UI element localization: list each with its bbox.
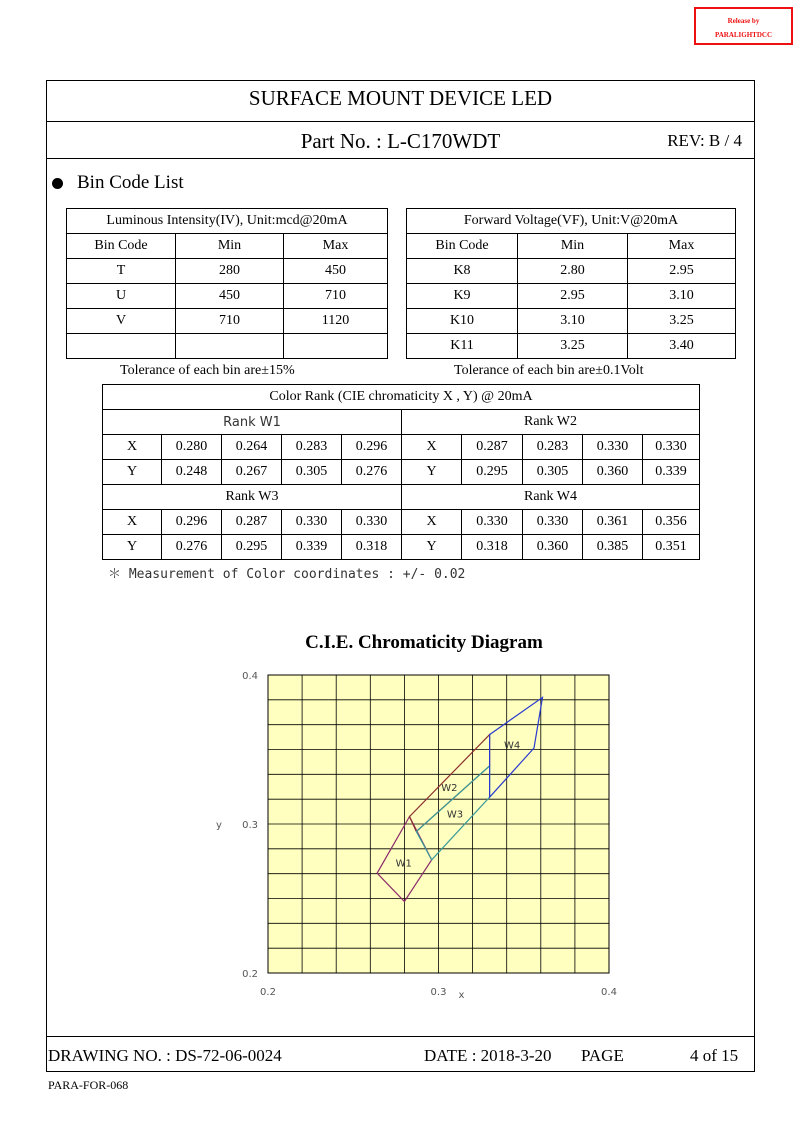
vf-cell: 3.25 bbox=[518, 334, 628, 359]
table-row bbox=[103, 535, 700, 560]
coord-cell: 0.339 bbox=[643, 460, 700, 485]
vf-cell: 3.25 bbox=[628, 309, 736, 334]
vf-cell: K8 bbox=[407, 259, 518, 284]
coord-cell: 0.330 bbox=[583, 435, 643, 460]
vf-cell: 3.40 bbox=[628, 334, 736, 359]
color-caption: Color Rank (CIE chromaticity X , Y) @ 20mA bbox=[103, 385, 700, 410]
coord-cell: 0.330 bbox=[643, 435, 700, 460]
page-label: PAGE bbox=[581, 1046, 624, 1065]
iv-header: Bin Code bbox=[67, 234, 176, 259]
iv-cell: 1120 bbox=[284, 309, 388, 334]
table-row bbox=[407, 259, 736, 284]
document-title: SURFACE MOUNT DEVICE LED bbox=[248, 86, 553, 110]
coord-cell: 0.264 bbox=[222, 435, 282, 460]
coord-cell: 0.276 bbox=[162, 535, 222, 560]
coord-cell: 0.305 bbox=[282, 460, 342, 485]
coord-cell: 0.339 bbox=[282, 535, 342, 560]
coord-label: X bbox=[103, 435, 162, 460]
iv-cell: T bbox=[67, 259, 176, 284]
iv-caption: Luminous Intensity(IV), Unit:mcd@20mA bbox=[67, 209, 388, 234]
vf-cell: 3.10 bbox=[628, 284, 736, 309]
vf-cell: K11 bbox=[407, 334, 518, 359]
series-w4-label: W4 bbox=[503, 740, 521, 752]
y-tick-label: 0.4 bbox=[242, 671, 258, 682]
stamp-line1: Release by bbox=[727, 17, 760, 25]
y-axis-label: y bbox=[216, 820, 222, 831]
table-row bbox=[407, 284, 736, 309]
vf-caption: Forward Voltage(VF), Unit:V@20mA bbox=[407, 209, 736, 234]
coord-cell: 0.295 bbox=[222, 535, 282, 560]
coord-label: X bbox=[103, 510, 162, 535]
section-title bbox=[52, 172, 184, 194]
iv-header: Min bbox=[176, 234, 284, 259]
rank-name: Rank W4 bbox=[402, 485, 700, 510]
date: DATE : 2018-3-20 bbox=[424, 1046, 552, 1065]
revision: REV: B / 4 bbox=[667, 131, 742, 150]
x-tick-label: 0.3 bbox=[430, 987, 447, 998]
color-rank-table bbox=[102, 384, 700, 560]
page-number: 4 of 15 bbox=[690, 1046, 739, 1065]
iv-cell: U bbox=[67, 284, 176, 309]
coord-cell: 0.248 bbox=[162, 460, 222, 485]
series-w1-label: W1 bbox=[395, 858, 412, 870]
coord-label: Y bbox=[103, 460, 162, 485]
coord-cell: 0.276 bbox=[342, 460, 402, 485]
header-divider-2 bbox=[47, 158, 754, 159]
vf-cell: K9 bbox=[407, 284, 518, 309]
iv-tolerance: Tolerance of each bin are±15% bbox=[120, 363, 295, 378]
vf-table bbox=[406, 208, 736, 359]
section-title-text: Bin Code List bbox=[77, 172, 184, 193]
table-row bbox=[103, 435, 700, 460]
iv-cell bbox=[176, 334, 284, 359]
form-number: PARA-FOR-068 bbox=[48, 1078, 129, 1092]
coord-cell: 0.287 bbox=[462, 435, 523, 460]
y-tick-label: 0.2 bbox=[242, 969, 258, 980]
coord-cell: 0.385 bbox=[583, 535, 643, 560]
coord-cell: 0.287 bbox=[222, 510, 282, 535]
table-row bbox=[67, 284, 388, 309]
cie-chart bbox=[200, 665, 640, 1010]
y-tick-label: 0.3 bbox=[242, 820, 258, 831]
table-row bbox=[67, 259, 388, 284]
coord-cell: 0.296 bbox=[162, 510, 222, 535]
coord-cell: 0.330 bbox=[523, 510, 583, 535]
coord-cell: 0.283 bbox=[523, 435, 583, 460]
chart-title: C.I.E. Chromaticity Diagram bbox=[305, 632, 543, 653]
measurement-note: ＊ Measurement of Color coordinates : +/- 0.02 bbox=[108, 567, 466, 582]
coord-cell: 0.280 bbox=[162, 435, 222, 460]
table-row bbox=[407, 309, 736, 334]
series-w3-label: W3 bbox=[446, 809, 464, 821]
release-stamp bbox=[694, 7, 793, 45]
coord-cell: 0.295 bbox=[462, 460, 523, 485]
coord-cell: 0.318 bbox=[342, 535, 402, 560]
table-row bbox=[407, 334, 736, 359]
coord-label: Y bbox=[103, 535, 162, 560]
iv-cell: 280 bbox=[176, 259, 284, 284]
vf-header: Max bbox=[628, 234, 736, 259]
coord-cell: 0.318 bbox=[462, 535, 523, 560]
rank-name: Rank W3 bbox=[103, 485, 402, 510]
iv-cell: 450 bbox=[176, 284, 284, 309]
coord-label: X bbox=[402, 435, 462, 460]
table-row bbox=[103, 510, 700, 535]
x-axis-label: x bbox=[458, 990, 465, 1001]
iv-cell: 450 bbox=[284, 259, 388, 284]
vf-cell: 3.10 bbox=[518, 309, 628, 334]
coord-cell: 0.330 bbox=[282, 510, 342, 535]
coord-cell: 0.360 bbox=[523, 535, 583, 560]
x-tick-label: 0.4 bbox=[601, 987, 617, 998]
vf-cell: K10 bbox=[407, 309, 518, 334]
rank-name: Rank W2 bbox=[402, 410, 700, 435]
table-row bbox=[103, 460, 700, 485]
coord-cell: 0.361 bbox=[583, 510, 643, 535]
table-row bbox=[67, 334, 388, 359]
coord-cell: 0.283 bbox=[282, 435, 342, 460]
coord-cell: 0.360 bbox=[583, 460, 643, 485]
coord-cell: 0.305 bbox=[523, 460, 583, 485]
coord-cell: 0.351 bbox=[643, 535, 700, 560]
iv-cell: 710 bbox=[176, 309, 284, 334]
iv-cell bbox=[67, 334, 176, 359]
x-tick-label: 0.2 bbox=[260, 987, 276, 998]
vf-header: Bin Code bbox=[407, 234, 518, 259]
iv-cell: 710 bbox=[284, 284, 388, 309]
coord-label: X bbox=[402, 510, 462, 535]
vf-cell: 2.80 bbox=[518, 259, 628, 284]
coord-label: Y bbox=[402, 460, 462, 485]
coord-cell: 0.330 bbox=[342, 510, 402, 535]
coord-cell: 0.267 bbox=[222, 460, 282, 485]
iv-header: Max bbox=[284, 234, 388, 259]
coord-cell: 0.296 bbox=[342, 435, 402, 460]
table-row bbox=[67, 309, 388, 334]
series-w2-label: W2 bbox=[441, 783, 458, 795]
coord-label: Y bbox=[402, 535, 462, 560]
rank-name: Rank W1 bbox=[103, 410, 402, 435]
coord-cell: 0.330 bbox=[462, 510, 523, 535]
vf-cell: 2.95 bbox=[518, 284, 628, 309]
coord-cell: 0.356 bbox=[643, 510, 700, 535]
footer-divider bbox=[47, 1036, 754, 1037]
vf-header: Min bbox=[518, 234, 628, 259]
vf-cell: 2.95 bbox=[628, 259, 736, 284]
iv-cell bbox=[284, 334, 388, 359]
bullet-icon bbox=[52, 178, 63, 189]
drawing-number: DRAWING NO. : DS-72-06-0024 bbox=[48, 1046, 282, 1065]
iv-cell: V bbox=[67, 309, 176, 334]
header-divider bbox=[47, 121, 754, 122]
iv-table bbox=[66, 208, 388, 359]
vf-tolerance: Tolerance of each bin are±0.1Volt bbox=[454, 363, 644, 378]
stamp-line2: PARALIGHTDCC bbox=[714, 31, 773, 39]
part-number: Part No. : L-C170WDT bbox=[300, 129, 501, 153]
